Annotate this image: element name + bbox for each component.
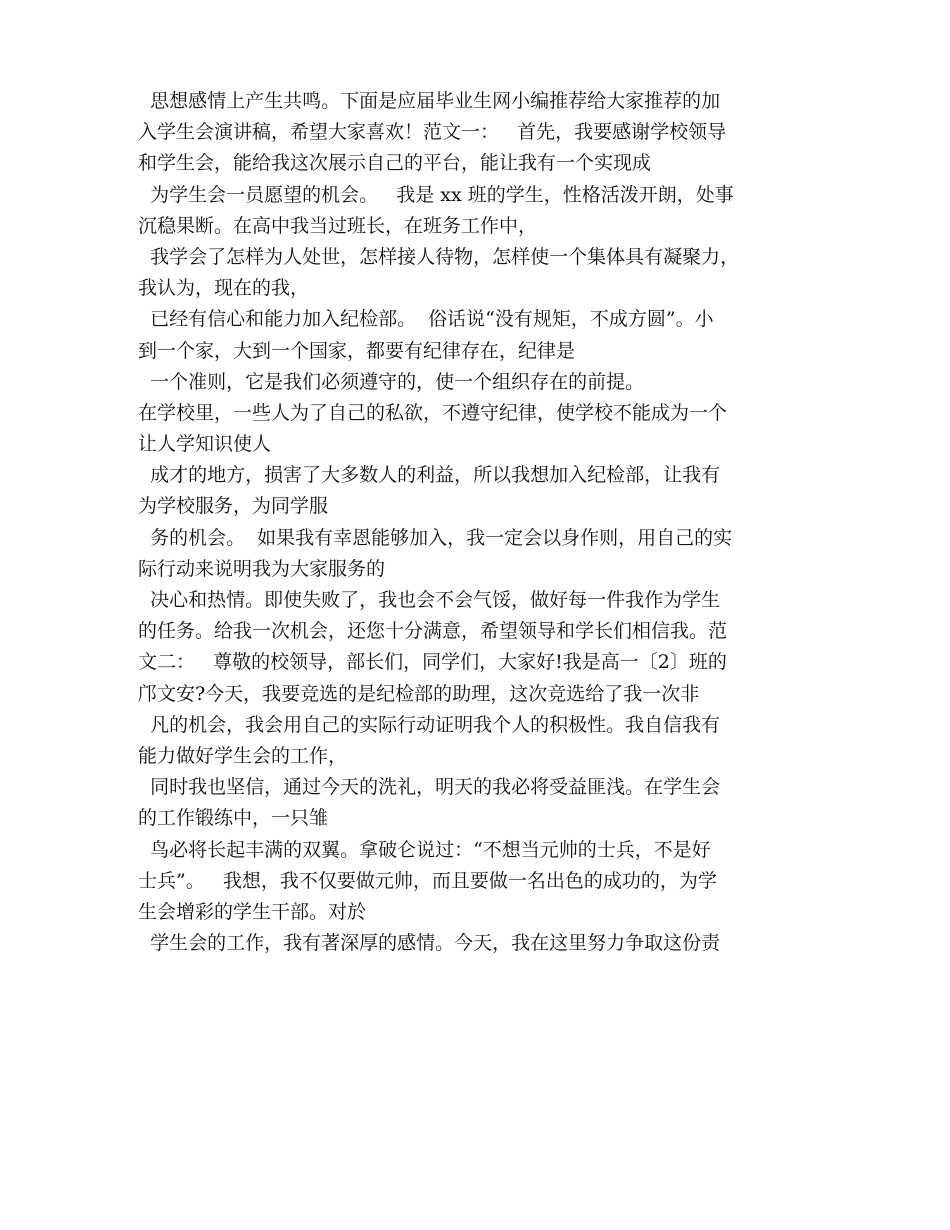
text-line: 士兵”。 我想，我不仅要做元帅，而且要做一名出色的成功的，为学 [138,869,717,892]
document-body [138,86,838,959]
text-line: 鸟必将长起丰满的双翼。拿破仑说过：“不想当元帅的士兵，不是好 [138,838,711,861]
text-line: 一个准则，它是我们必须遵守的，使一个组织存在的前提。 [138,370,645,393]
text-line: 沉稳果断。在高中我当过班长，在班务工作中， [138,214,538,237]
text-line: 到一个家，大到一个国家，都要有纪律存在，纪律是 [138,339,576,362]
text-line: 成才的地方，损害了大多数人的利益，所以我想加入纪检部，让我有 [138,464,721,487]
text-line: 在学校里，一些人为了自己的私欲，不遵守纪律，使学校不能成为一个 [138,401,728,424]
text-line: 文二： 尊敬的校领导，部长们，同学们，大家好!我是高一〔2〕班的 [138,651,727,674]
text-line: 思想感情上产生共鸣。下面是应届毕业生网小编推荐给大家推荐的加 [138,90,721,112]
text-line: 入学生会演讲稿，希望大家喜欢！范文一： 首先，我要感谢学校领导 [138,121,727,144]
text-line: 的工作锻练中，一只雏 [138,807,329,830]
text-line: 邝文安?今天，我要竞选的是纪检部的助理，这次竞选给了我一次非 [138,682,700,705]
text-line: 为学校服务，为同学服 [138,495,329,518]
text-line: 学生会的工作，我有著深厚的感情。今天，我在这里努力争取这份责 [138,932,721,955]
text-line: 能力做好学生会的工作， [138,744,348,767]
text-line: 为学生会一员愿望的机会。 我是 xx 班的学生，性格活泼开朗，处事 [138,183,734,206]
text-line: 我认为，现在的我， [138,277,310,300]
text-line: 让人学知识使人 [138,433,272,456]
text-line: 决心和热情。即使失败了，我也会不会气馁，做好每一件我作为学生 [138,589,721,611]
text-line: 务的机会。 如果我有幸恩能够加入，我一定会以身作则，用自己的实 [138,526,733,549]
text-line: 同时我也坚信，通过今天的洗礼，明天的我必将受益匪浅。在学生会 [138,776,721,799]
text-line: 和学生会，能给我这次展示自己的平台，能让我有一个实现成 [138,152,652,175]
text-line: 我学会了怎样为人处世，怎样接人待物，怎样使一个集体具有凝聚力， [138,245,740,268]
text-line: 生会增彩的学生干部。对於 [138,900,367,923]
text-line: 凡的机会，我会用自己的实际行动证明我个人的积极性。我自信我有 [138,713,721,736]
text-line: 际行动来说明我为大家服务的 [138,557,386,580]
text-line: 的任务。给我一次机会，还您十分满意，希望领导和学长们相信我。范 [138,620,728,643]
text-line: 已经有信心和能力加入纪检部。 俗话说“没有规矩，不成方圆”。小 [138,308,714,331]
